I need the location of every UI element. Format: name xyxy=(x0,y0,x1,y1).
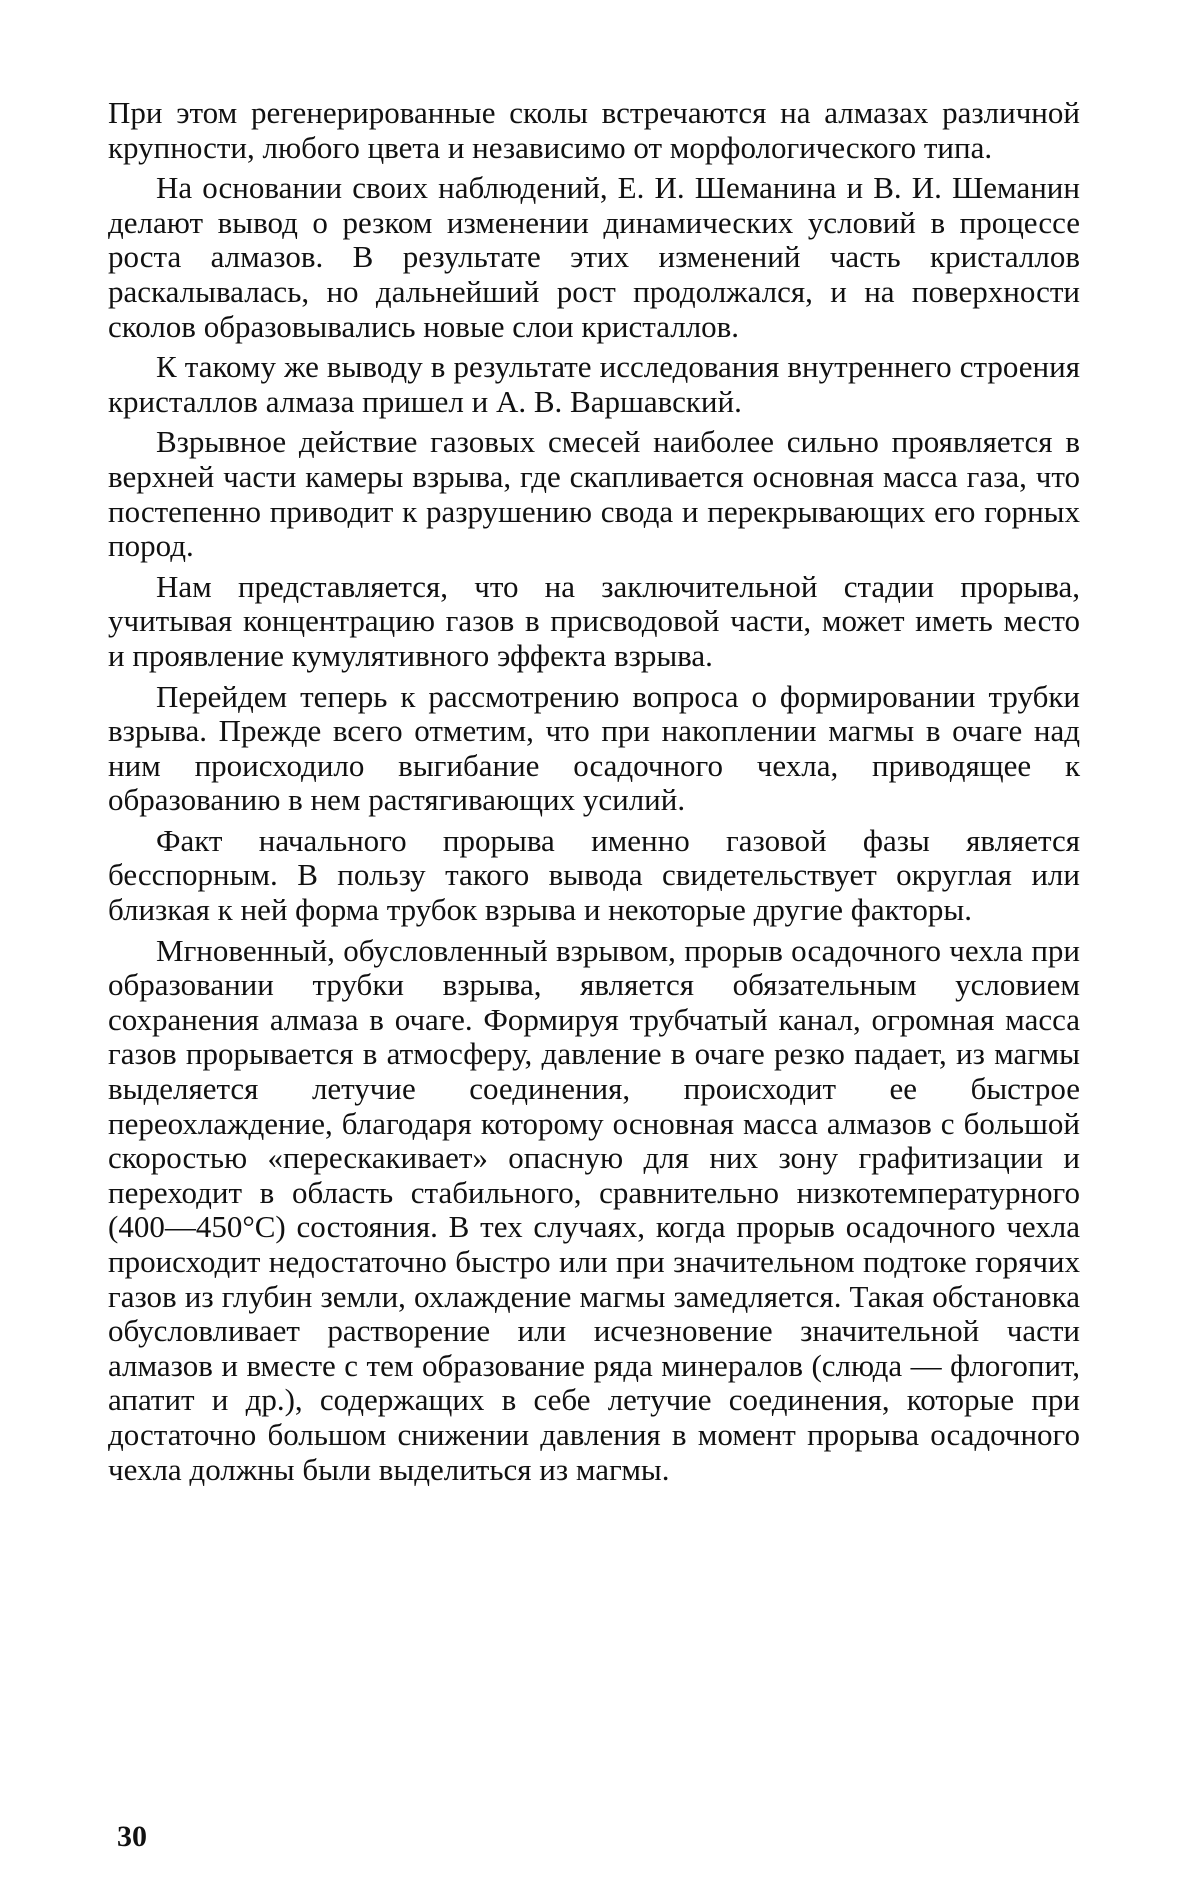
paragraph-3: К такому же выводу в результате исследования внутреннего строения кристаллов алмаза пришел и А. В. Варшавский. xyxy=(108,349,1080,419)
paragraph-4: Взрывное действие газовых смесей наиболее сильно проявляется в верхней части камеры взрыва, где скапливается основная масса газа, что постепенно приводит к разрушению свода и перекрывающих его горных пород. xyxy=(108,424,1080,564)
paragraph-8: Мгновенный, обусловленный взрывом, прорыв осадочного чехла при образовании трубки взрыва, является обязательным условием сохранения алмаза в очаге. Формируя трубчатый канал, огромная масса газов прорывается в атмосферу, давление в очаге резко падает, из магмы выделяется летучие соединения, происходит ее быстрое переохлаждение, благодаря которому основная масса алмазов с большой скоростью «перескакивает» опасную для них зону графитизации и переходит в область стабильного, сравнительно низкотемпературного (400—450°С) состояния. В тех случаях, когда прорыв осадочного чехла происходит недостаточно быстро или при значительном подтоке горячих газов из глубин земли, охлаждение магмы замедляется. Такая обстановка обусловливает растворение или исчезновение значительной части алмазов и вместе с тем образование ряда минералов (слюда — флогопит, апатит и др.), содержащих в себе летучие соединения, которые при достаточно большом снижении давления в момент прорыва осадочного чехла должны были выделиться из магмы. xyxy=(108,932,1080,1487)
paragraph-2: На основании своих наблюдений, Е. И. Шеманина и В. И. Шеманин делают вывод о резком изменении динамических условий в процессе роста алмазов. В результате этих изменений часть кристаллов раскалывалась, но дальнейший рост продолжался, и на поверхности сколов образовывались новые слои кристаллов. xyxy=(108,170,1080,344)
page-number: 30 xyxy=(117,1820,147,1853)
paragraph-5: Нам представляется, что на заключительной стадии прорыва, учитывая концентрацию газов в присводовой части, может иметь место и проявление кумулятивного эффекта взрыва. xyxy=(108,568,1080,673)
paragraph-1: При этом регенерированные сколы встречаются на алмазах различной крупности, любого цвета и независимо от морфологического типа. xyxy=(108,95,1080,165)
page-body xyxy=(108,96,1080,1493)
paragraph-6: Перейдем теперь к рассмотрению вопроса о формировании трубки взрыва. Прежде всего отметим, что при накоплении магмы в очаге над ним происходило выгибание осадочного чехла, приводящее к образованию в нем растягивающих усилий. xyxy=(108,678,1080,818)
paragraph-7: Факт начального прорыва именно газовой фазы является бесспорным. В пользу такого вывода свидетельствует округлая или близкая к ней форма трубок взрыва и некоторые другие факторы. xyxy=(108,822,1080,928)
